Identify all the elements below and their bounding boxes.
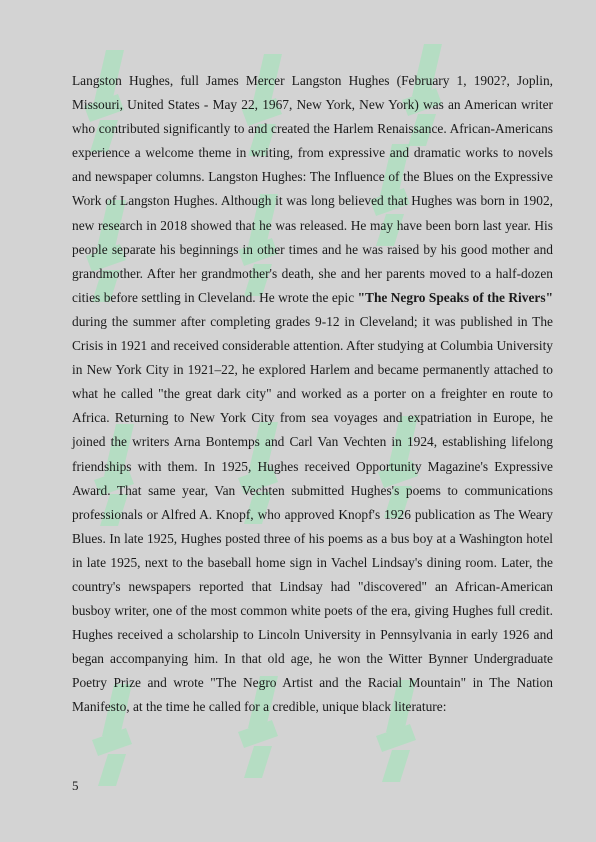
page-number: 5 [72, 778, 79, 793]
poem-title-bold: "The Negro Speaks of the Rivers" [357, 289, 554, 305]
paragraph-text-part2: during the summer after completing grades 9-12 in Cleveland; it was published in The Crisis in 1921 and received considerable attention. After studying at Columbia University in New York City in 1921–22, he explored Harlem and became permanently attached to what he called "the great dark city" and worked as a porter on a freighter en route to Africa. Returning to New York City from sea voyages and expatriation in Europe, he joined the writers Arna Bontemps and Carl Van Vechten in 1924, establishing lifelong friendships with them. In 1925, Hughes received Opportunity Magazine's Expressive Award. That same year, Van Vechten submitted Hughes's poems to communications professionals or Alfred A. Knopf, who approved Knopf's 1926 publication as The Weary Blues. In late 1925, Hughes posted three of his poems as a bus boy at a Washington hotel in late 1925, next to the baseball home sign in Vachel Lindsay's dining room. Later, the country's newspapers reported that Lindsay had "discovered" an African-American busboy writer, one of the most common white poets of the era, giving Hughes full credit. Hughes received a scholarship to Lincoln University in Pennsylvania in early 1926 and began accompanying him. In that old age, he won the Witter Bynner Undergraduate Poetry Prize and wrote "The Negro Artist and the Racial Mountain" in The Nation Manifesto, at the time he called for a credible, unique black literature: [72, 313, 553, 715]
paragraph-text-part1: Langston Hughes, full James Mercer Langston Hughes (February 1, 1902?, Joplin, Missouri, United States - May 22, 1967, New York, New York) was an American writer who contributed significantly to and created the Harlem Renaissance. African-Americans experience a welcome theme in writing, from expressive and dramatic works to novels and newspaper columns. Langston Hughes: The Influence of the Blues on the Expressive Work of Langston Hughes. Although it was long believed that Hughes was born in 1902, new research in 2018 showed that he was released. He may have been born last year. His people separate his beginnings in other times and he was raised by his good mother and grandmother. After her grandmother's death, she and her parents moved to a half-dozen cities before settling in Cleveland. He wrote the epic [72, 73, 553, 305]
body-paragraph [72, 69, 553, 720]
